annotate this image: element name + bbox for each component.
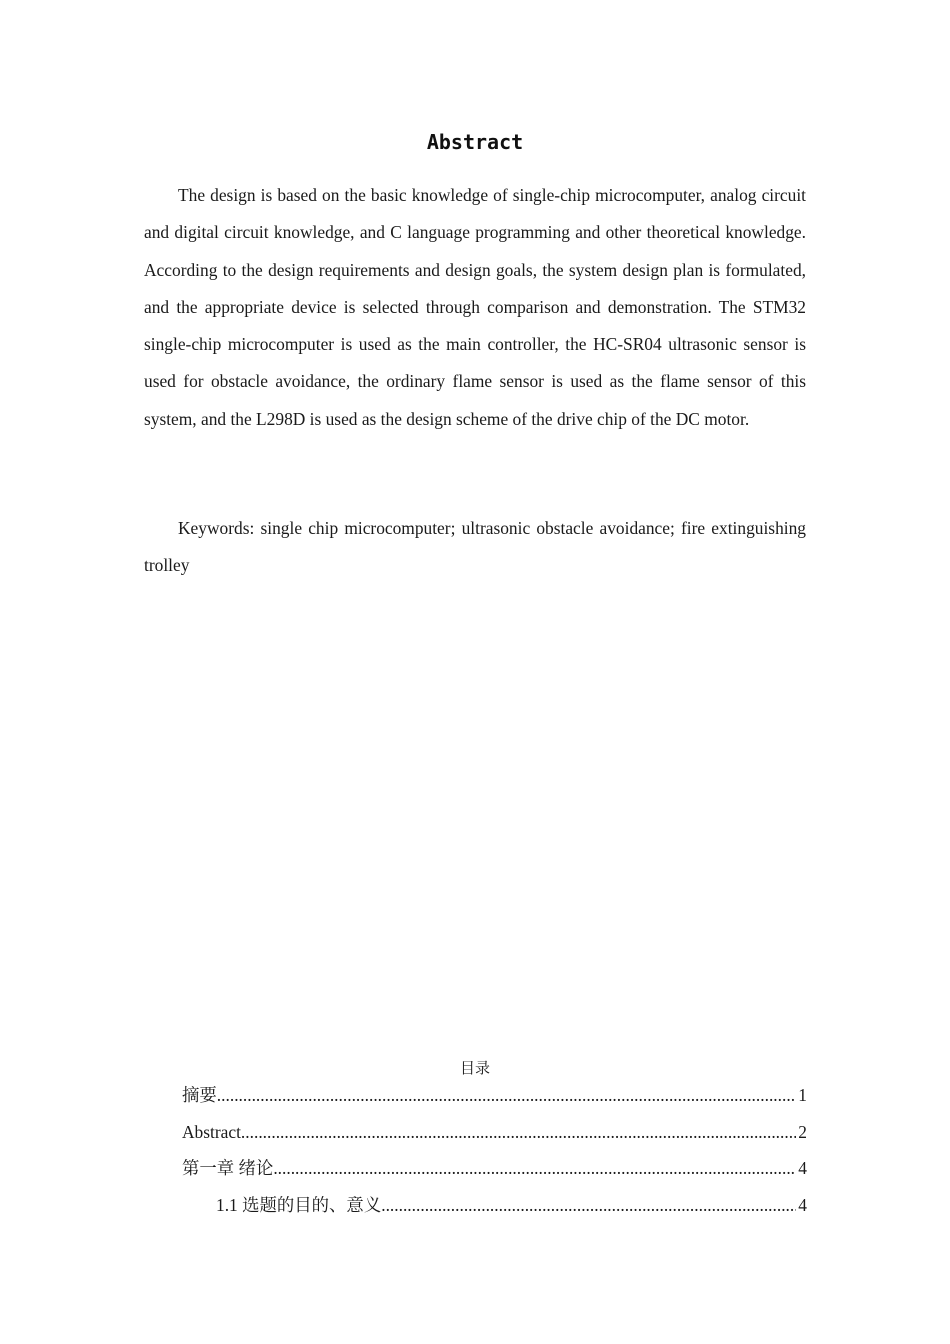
toc-entry-page: 1 (798, 1085, 807, 1105)
keywords-paragraph: Keywords: single chip microcomputer; ultrasonic obstacle avoidance; fire extinguishing trolley (144, 518, 806, 576)
toc-leader-dots (273, 1150, 796, 1186)
toc-entry-zhaiyao[interactable] (182, 1077, 807, 1114)
toc-leader-dots (381, 1187, 796, 1223)
toc-entry-page: 4 (798, 1195, 807, 1216)
toc-title: 目录 (459, 1061, 490, 1077)
toc-entry-label: Abstract (182, 1121, 241, 1142)
toc-entry-page: 2 (798, 1121, 807, 1142)
toc-entry-section-1-1[interactable] (182, 1187, 807, 1224)
table-of-contents (182, 1077, 807, 1224)
toc-leader-dots (241, 1114, 796, 1150)
toc-entry-chapter-1[interactable] (182, 1150, 807, 1187)
toc-entry-label: 摘要 (182, 1085, 217, 1105)
toc-leader-dots (217, 1077, 797, 1113)
toc-entry-abstract[interactable] (182, 1114, 807, 1151)
abstract-body: The design is based on the basic knowledge of single-chip microcomputer, analog circuit and digital circuit knowledge, and C language programming and other theoretical knowledge. According to the design requirements and design goals, the system design plan is formulated, and the appropriate device is selected through comparison and demonstration. The STM32 single-chip microcomputer is used as the main controller, the HC-SR04 ultrasonic sensor is used for obstacle avoidance, the ordinary flame sensor is used as the flame sensor of this system, and the L298D is used as the design scheme of the drive chip of the DC motor. (144, 185, 806, 429)
abstract-title: Abstract (426, 130, 524, 154)
toc-entry-label: 第一章 绪论 (182, 1158, 274, 1179)
toc-entry-label: 1.1 选题的目的、意义 (216, 1195, 382, 1216)
toc-entry-page: 4 (798, 1158, 807, 1179)
